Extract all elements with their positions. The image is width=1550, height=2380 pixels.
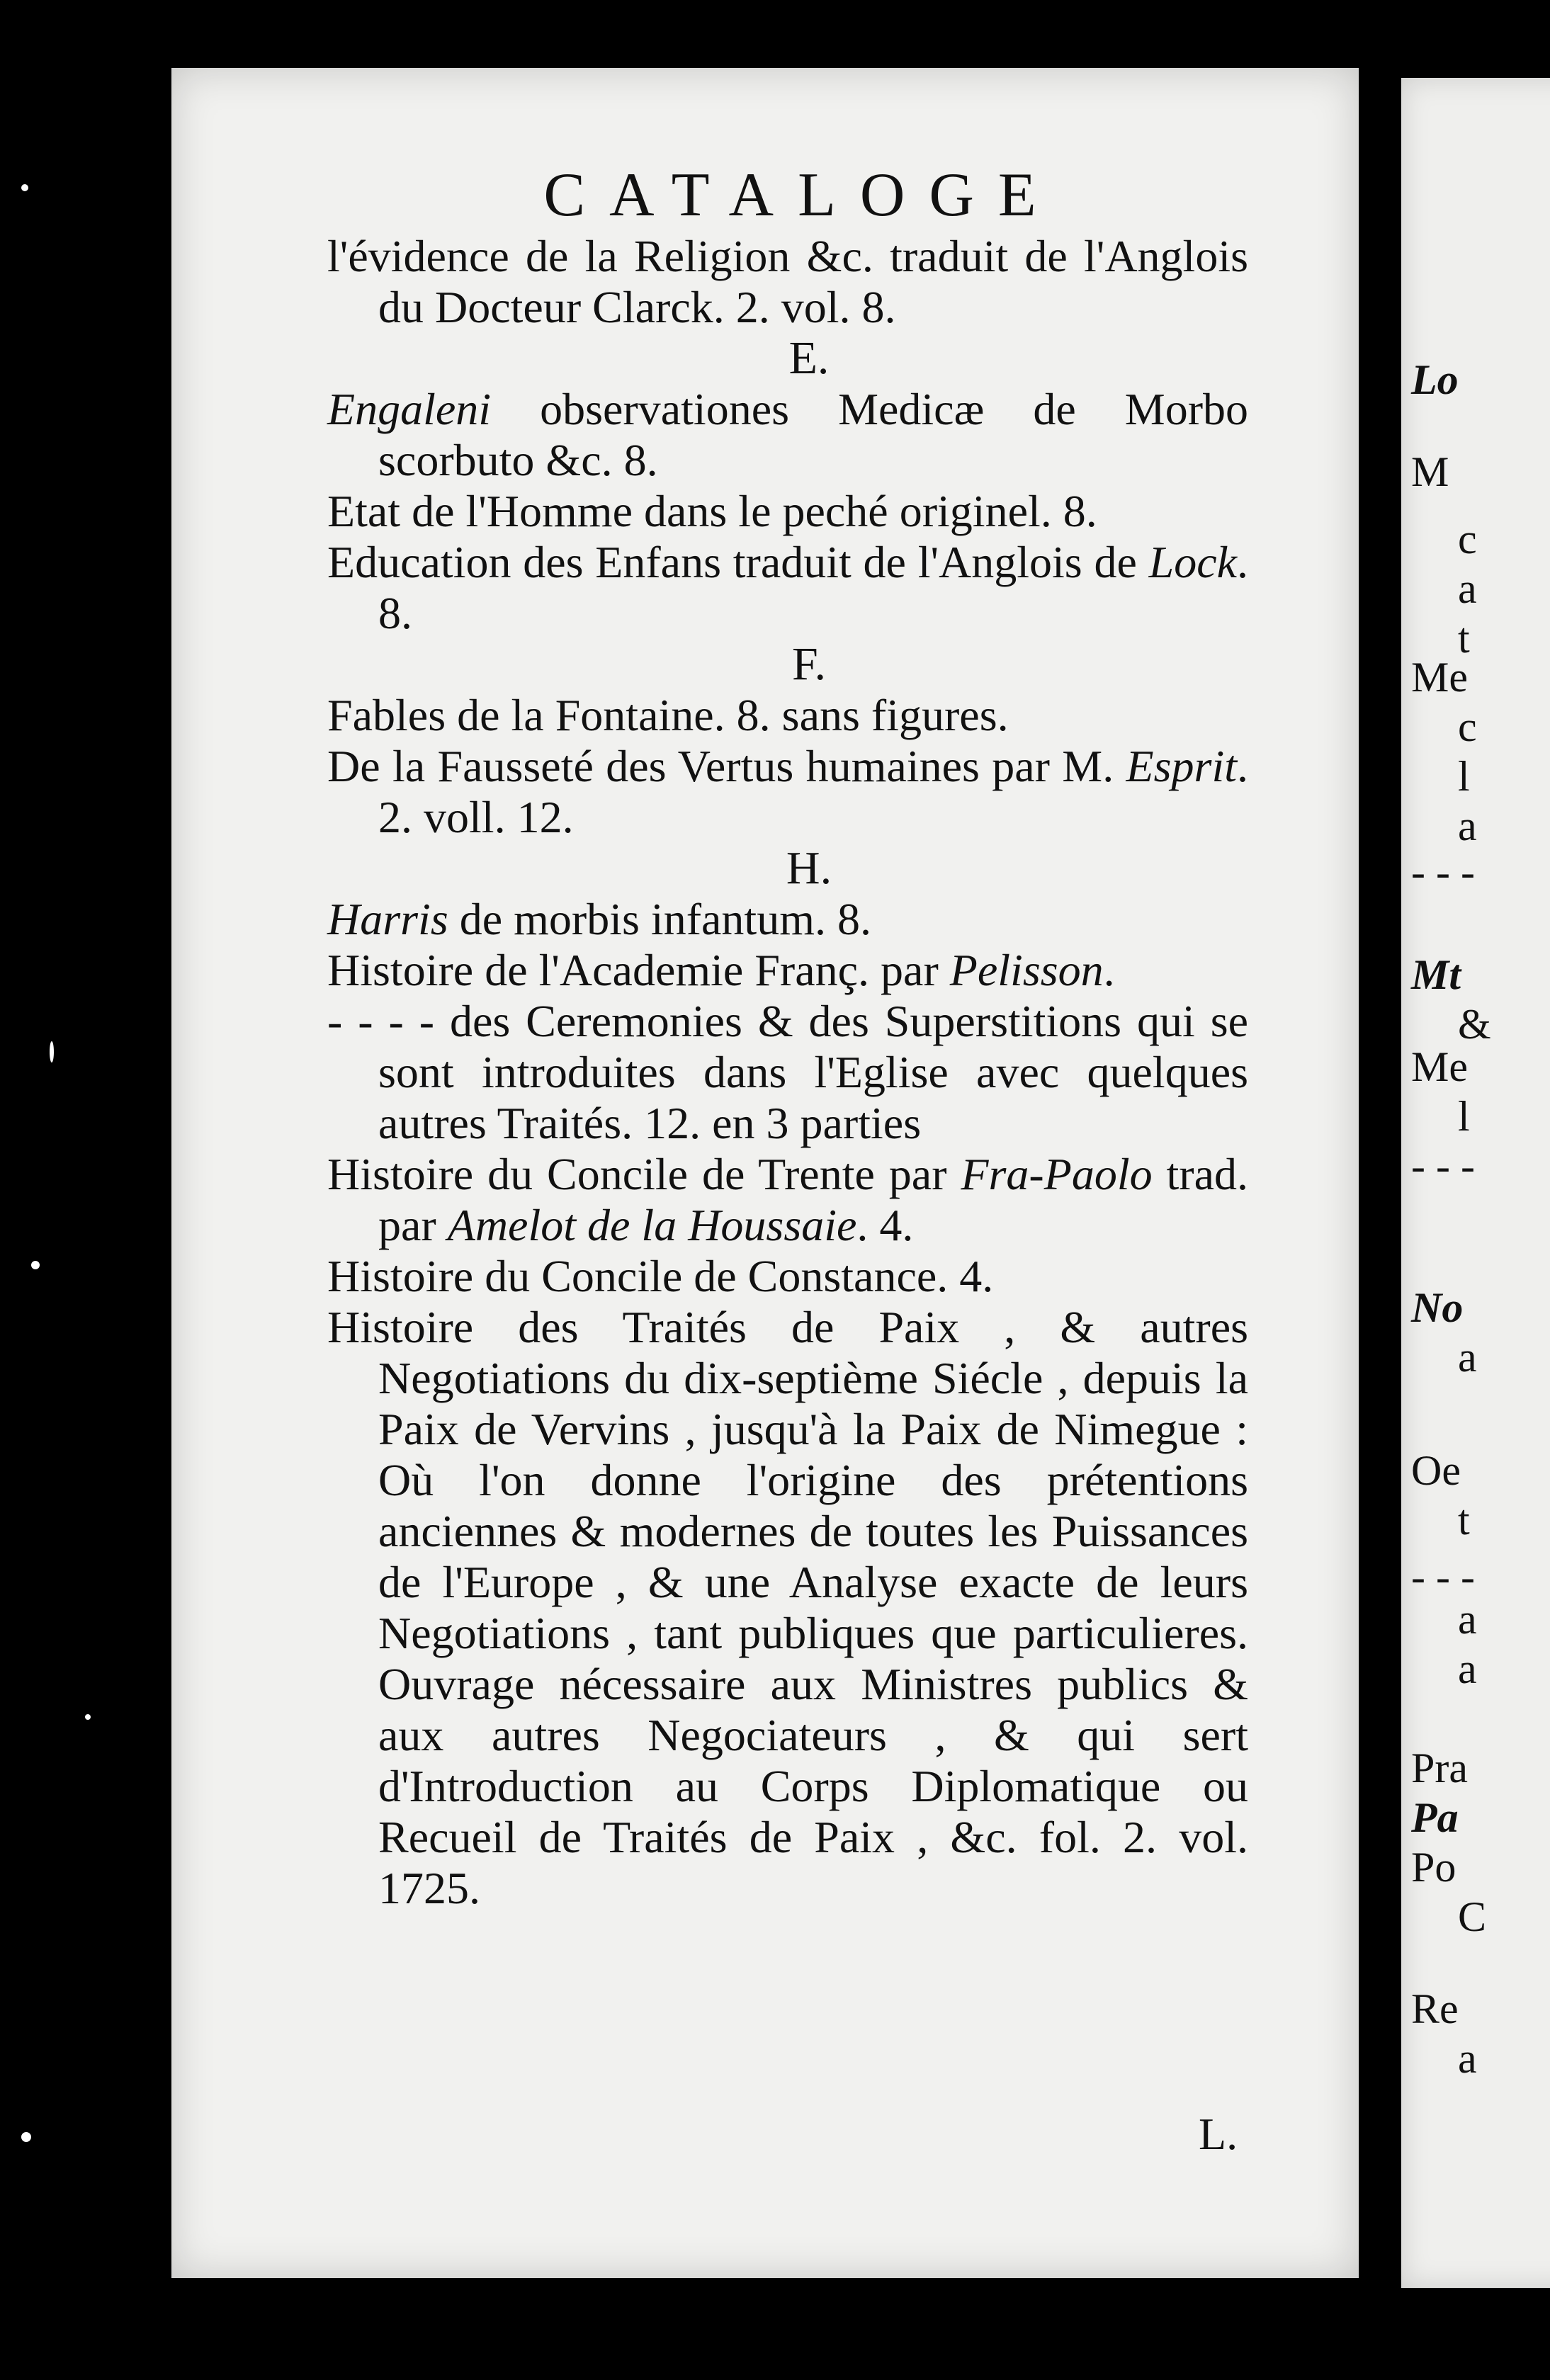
entry-text: trad. par xyxy=(378,1149,1248,1250)
catalogue-entry xyxy=(327,945,1248,996)
entry-text: Fables de la Fontaine. 8. sans figures. xyxy=(327,690,1009,740)
entry-text: H. xyxy=(786,842,832,894)
facing-page xyxy=(1401,78,1550,2288)
facing-page-fragment: Pra xyxy=(1411,1745,1468,1791)
facing-page-fragment: & xyxy=(1458,1001,1491,1048)
entry-text: - - - - des Ceremonies & des Superstitions qui se sont introduites dans l'Eglise avec quelques autres Traités. 12. en 3 parties xyxy=(327,996,1248,1148)
facing-page-fragment: Me xyxy=(1411,654,1468,701)
entry-text: Histoire du Concile de Trente par xyxy=(327,1149,961,1199)
entry-text: . xyxy=(1103,945,1115,995)
italic-name: Fra-Paolo xyxy=(961,1149,1153,1199)
facing-page-fragment: - - - xyxy=(1411,1143,1475,1189)
facing-page-fragment: No xyxy=(1411,1284,1464,1331)
facing-page-fragment: a xyxy=(1458,565,1477,612)
catalogue-text xyxy=(327,160,1248,1914)
facing-page-fragment: a xyxy=(1458,803,1477,849)
italic-name: Engaleni xyxy=(327,384,492,434)
section-letter xyxy=(327,639,1248,690)
facing-page-fragment: c xyxy=(1458,703,1477,750)
catchword: L. xyxy=(1199,2109,1238,2159)
facing-page-fragment: l xyxy=(1458,753,1470,800)
entry-text: Histoire de l'Academie Franç. par xyxy=(327,945,950,995)
catalogue-entry xyxy=(327,741,1248,843)
facing-page-fragment: a xyxy=(1458,2035,1477,2082)
italic-name: Amelot de la Houssaie xyxy=(447,1200,857,1250)
catalogue-entry xyxy=(327,1149,1248,1251)
facing-page-fragment: Re xyxy=(1411,1985,1459,2032)
entry-text: Education des Enfans traduit de l'Anglois de xyxy=(327,537,1149,587)
facing-page-fragment: M xyxy=(1411,448,1449,495)
entry-text: observationes Medicæ de Morbo scorbuto &c. 8. xyxy=(378,384,1248,485)
entry-text: l'évidence de la Religion &c. traduit de l'Anglois du Docteur Clarck. 2. vol. 8. xyxy=(327,231,1248,332)
entry-text: . 8. xyxy=(378,537,1248,638)
entry-text: Histoire des Traités de Paix , & autres Negotiations du dix-septième Siécle , depuis la Paix de Vervins , jusqu'à la Paix de Nimegue : Où l'on donne l'origine des prétentions anciennes & modernes de toutes les Puissances de l'Europe , & une Analyse exacte de leurs Negotiations , tant publiques que particulieres. Ouvrage nécessaire aux Ministres publics & aux autres Negociateurs , & qui sert d'Introduction au Corps Diplomatique ou Recueil de Traités de Paix , &c. fol. 2. vol. 1725. xyxy=(327,1302,1248,1913)
catalogue-entry xyxy=(327,231,1248,333)
facing-page-fragment: c xyxy=(1458,516,1477,562)
running-header: CATALOGE xyxy=(543,161,1060,230)
facing-page-fragment: Oe xyxy=(1411,1447,1461,1494)
section-letter xyxy=(327,333,1248,384)
catalogue-entry xyxy=(327,537,1248,639)
section-letter xyxy=(327,843,1248,894)
entry-text: . 4. xyxy=(856,1200,914,1250)
catalogue-entry xyxy=(327,996,1248,1149)
facing-page-fragment: Mt xyxy=(1411,951,1461,998)
entry-text: Histoire du Concile de Constance. 4. xyxy=(327,1251,994,1301)
entry-text: . 2. voll. 12. xyxy=(378,741,1248,842)
catalogue-entry xyxy=(327,1302,1248,1914)
italic-name: Esprit xyxy=(1126,741,1237,791)
entry-text: de morbis infantum. 8. xyxy=(448,894,871,944)
facing-page-fragment: C xyxy=(1458,1893,1487,1940)
catalogue-entry xyxy=(327,384,1248,486)
catalogue-entry xyxy=(327,486,1248,537)
facing-page-fragment: a xyxy=(1458,1645,1477,1692)
entry-text: De la Fausseté des Vertus humaines par M. xyxy=(327,741,1126,791)
italic-name: Pelisson xyxy=(949,945,1104,995)
facing-page-fragment: Po xyxy=(1411,1844,1456,1891)
facing-page-fragment: l xyxy=(1458,1093,1470,1140)
catalogue-entry xyxy=(327,894,1248,945)
catalogue-entries xyxy=(327,231,1248,1914)
catalogue-entry xyxy=(327,690,1248,741)
facing-page-fragment: t xyxy=(1458,1497,1470,1543)
facing-page-fragment: - - - xyxy=(1411,849,1475,895)
entry-text: F. xyxy=(792,638,826,690)
facing-page-fragment: Lo xyxy=(1411,356,1459,403)
entry-text: Etat de l'Homme dans le peché originel. 8. xyxy=(327,486,1097,536)
left-page xyxy=(171,68,1359,2278)
facing-page-fragment: a xyxy=(1458,1334,1477,1381)
facing-page-fragment: Me xyxy=(1411,1043,1468,1090)
catalogue-entry xyxy=(327,1251,1248,1302)
facing-page-fragment: Pa xyxy=(1411,1794,1459,1841)
entry-text: E. xyxy=(788,332,830,384)
facing-page-fragment: t xyxy=(1458,615,1470,662)
facing-page-fragment: - - - xyxy=(1411,1553,1475,1600)
facing-page-fragment: a xyxy=(1458,1596,1477,1643)
italic-name: Harris xyxy=(327,894,448,944)
italic-name: Lock xyxy=(1148,537,1237,587)
